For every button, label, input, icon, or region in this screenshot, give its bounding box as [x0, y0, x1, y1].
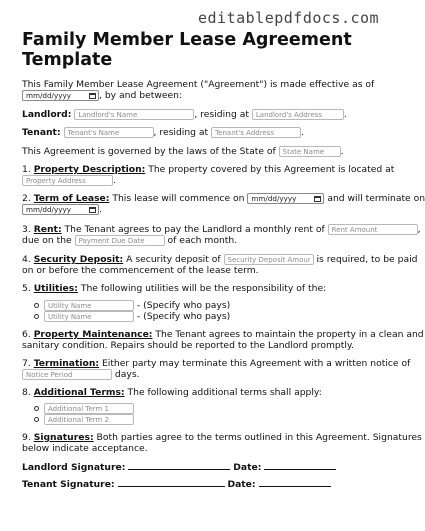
landlord-signature-field[interactable] [128, 460, 230, 470]
state-field[interactable] [279, 146, 341, 157]
section-2-field-line: mm/dd/yyyy . [22, 203, 102, 216]
section-3-line-2: due on the Payment Due Date of each month. [22, 234, 237, 247]
lease-end-date-field[interactable]: mm/dd/yyyy [22, 204, 99, 215]
section-3-line: 3. Rent: The Tenant agrees to pay the Landlord a monthly rent of Rent Amount , [22, 223, 421, 236]
landlord-date-field[interactable] [264, 460, 336, 470]
section-9-line-2: below indicate acceptance. [22, 443, 148, 454]
property-address-field[interactable] [22, 175, 113, 186]
tenant-line: Tenant: Tenant's Name , residing at Tenant's Address . [22, 126, 304, 139]
list-item [34, 413, 134, 426]
bullet-icon [34, 314, 39, 319]
bullet-icon [34, 303, 39, 308]
section-9-line: 9. Signatures: Both parties agree to the terms outlined in this Agreement. Signatures [22, 432, 422, 443]
tenant-address-field[interactable] [211, 127, 301, 138]
section-6-line: 6. Property Maintenance: The Tenant agrees to maintain the property in a clean and [22, 329, 424, 340]
section-4-line: 4. Security Deposit: A security deposit of Security Deposit Amount is required, to be paid [22, 253, 417, 266]
landlord-line: Landlord: Landlord's Name , residing at Landlord's Address . [22, 108, 347, 121]
watermark: editablepdfdocs.com [198, 9, 380, 27]
intro-line: This Family Member Lease Agreement ("Agreement") is made effective as of [22, 79, 375, 90]
payment-due-date-field[interactable] [75, 235, 165, 246]
section-7-field-line: Notice Period days. [22, 368, 140, 381]
section-7-line: 7. Termination: Either party may terminate this Agreement with a written notice of [22, 358, 411, 369]
list-item: Utility Name - (Specify who pays) [34, 310, 230, 323]
landlord-name-field[interactable] [74, 109, 194, 120]
additional-term-field-2[interactable] [44, 414, 134, 425]
section-4-line-2: on or before the commencement of the lease term. [22, 265, 259, 276]
section-1-field-line: Property Address. [22, 174, 116, 187]
effective-date-field[interactable]: mm/dd/yyyy [22, 90, 99, 101]
list-item: Utility Name - (Specify who pays) [34, 299, 230, 312]
utility-name-field-2[interactable] [44, 311, 134, 322]
section-2-line: 2. Term of Lease: This lease will commence on mm/dd/yyyy and will terminate on [22, 193, 425, 204]
page-title: Family Member Lease Agreement Template [22, 30, 352, 70]
section-8-line: 8. Additional Terms: The following additional terms shall apply: [22, 387, 322, 398]
tenant-name-field[interactable] [64, 127, 154, 138]
section-6-line-2: sanitary condition. Repairs should be reported to the Landlord promptly. [22, 340, 354, 351]
tenant-date-field[interactable] [259, 477, 331, 487]
landlord-signature-line: Landlord Signature: Date: [22, 460, 336, 474]
governed-line: This Agreement is governed by the laws of the State of State Name . [22, 145, 344, 158]
bullet-icon [34, 406, 39, 411]
intro-date-line: mm/dd/yyyy , by and between: [22, 89, 182, 102]
calendar-icon [89, 207, 96, 213]
rent-amount-field[interactable] [328, 224, 418, 235]
calendar-icon [89, 93, 96, 99]
notice-period-field[interactable] [22, 369, 112, 380]
lease-start-date-field[interactable]: mm/dd/yyyy [247, 193, 324, 204]
section-1-line: 1. Property Description: The property covered by this Agreement is located at [22, 164, 395, 175]
section-5-line: 5. Utilities: The following utilities will be the responsibility of the: [22, 283, 327, 294]
tenant-signature-field[interactable] [118, 477, 225, 487]
tenant-signature-line: Tenant Signature: Date: [22, 477, 331, 491]
calendar-icon [314, 196, 321, 202]
landlord-address-field[interactable] [252, 109, 344, 120]
bullet-icon [34, 417, 39, 422]
